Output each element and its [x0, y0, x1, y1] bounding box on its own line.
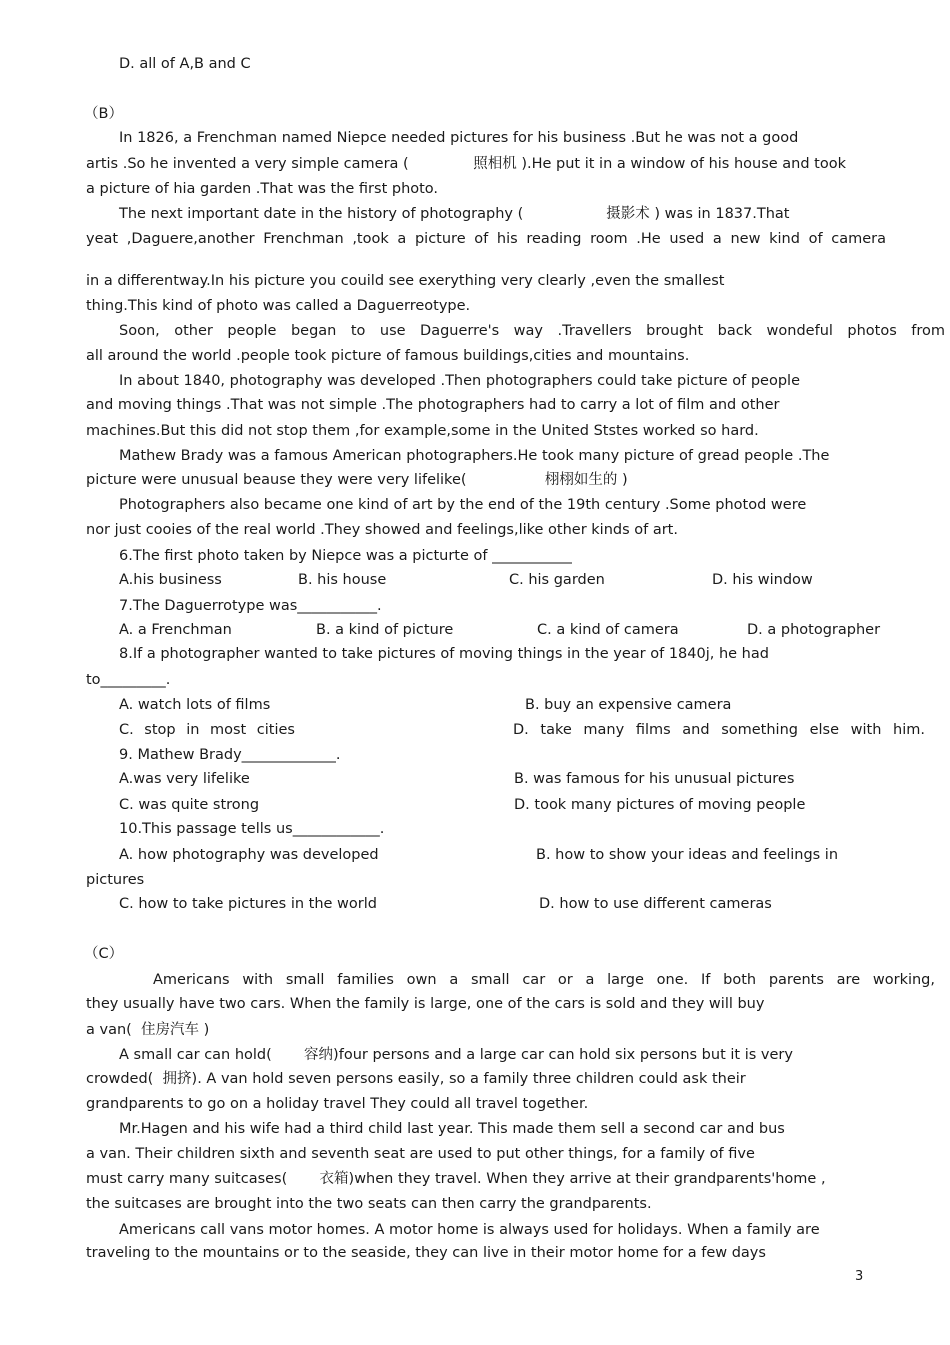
passage-line: Mathew Brady was a famous American photographers.He took many picture of gread people .The — [119, 448, 830, 464]
question-8: 8.If a photographer wanted to take pictures of moving things in the year of 1840j, he had — [119, 646, 769, 662]
question-6: 6.The first photo taken by Niepce was a picturte of ___________ — [119, 548, 572, 564]
option: C. stop in most cities — [119, 722, 295, 738]
passage-line: picture were unusual beause they were very lifelike( 栩栩如生的 ) — [86, 472, 628, 488]
passage-line: a picture of hia garden .That was the first photo. — [86, 181, 439, 197]
passage-line: must carry many suitcases( 衣箱)when they travel. When they arrive at their grandparents'home , — [86, 1171, 826, 1187]
passage-line: and moving things .That was not simple .The photographers had to carry a lot of film and other — [86, 397, 780, 413]
option: D. a photographer — [747, 622, 881, 638]
option-continued: pictures — [86, 872, 145, 888]
passage-line: in a differentway.In his picture you couild see exerything very clearly ,even the smallest — [86, 273, 725, 289]
option: B. a kind of picture — [316, 622, 454, 638]
passage-line: a van( 住房汽车 ) — [86, 1022, 210, 1038]
option: B. was famous for his unusual pictures — [514, 771, 795, 787]
passage-line: they usually have two cars. When the family is large, one of the cars is sold and they will buy — [86, 996, 765, 1012]
option: B. how to show your ideas and feelings in — [536, 847, 839, 863]
passage-line: Photographers also became one kind of art by the end of the 19th century .Some photod were — [119, 497, 807, 513]
option: A. how photography was developed — [119, 847, 379, 863]
option: B. buy an expensive camera — [525, 697, 732, 713]
passage-line: In about 1840, photography was developed .Then photographers could take picture of people — [119, 373, 801, 389]
passage-line: traveling to the mountains or to the seaside, they can live in their motor home for a few days — [86, 1245, 766, 1261]
question-8-continued: to_________. — [86, 672, 171, 688]
passage-line: The next important date in the history of photography ( 摄影术 ) was in 1837.That — [119, 206, 790, 222]
passage-line: thing.This kind of photo was called a Daguerreotype. — [86, 298, 471, 314]
question-7: 7.The Daguerrotype was___________. — [119, 598, 382, 614]
passage-line: Americans with small families own a small car or a large one. If both parents are working, — [153, 972, 935, 988]
option: A.was very lifelike — [119, 771, 250, 787]
passage-line: crowded( 拥挤). A van hold seven persons easily, so a family three children could ask their — [86, 1071, 746, 1087]
section-c-label: （C） — [84, 946, 124, 962]
question-9: 9. Mathew Brady_____________. — [119, 747, 341, 763]
option: A.his business — [119, 572, 222, 588]
passage-line: Americans call vans motor homes. A motor home is always used for holidays. When a family are — [119, 1222, 820, 1238]
passage-line: nor just cooies of the real world .They showed and feelings,like other kinds of art. — [86, 522, 678, 538]
question-10: 10.This passage tells us____________. — [119, 821, 385, 837]
passage-line: In 1826, a Frenchman named Niepce needed pictures for his business .But he was not a good — [119, 130, 799, 146]
option: C. was quite strong — [119, 797, 260, 813]
option: C. a kind of camera — [537, 622, 679, 638]
option: D. how to use different cameras — [539, 896, 772, 912]
option: C. his garden — [509, 572, 605, 588]
passage-line: Mr.Hagen and his wife had a third child last year. This made them sell a second car and bus — [119, 1121, 785, 1137]
passage-line: artis .So he invented a very simple camera ( 照相机 ).He put it in a window of his house and took — [86, 156, 847, 172]
passage-line: all around the world .people took picture of famous buildings,cities and mountains. — [86, 348, 690, 364]
page-number: 3 — [855, 1269, 864, 1284]
option: D. his window — [712, 572, 813, 588]
option: A. a Frenchman — [119, 622, 232, 638]
option: A. watch lots of films — [119, 697, 271, 713]
option: C. how to take pictures in the world — [119, 896, 377, 912]
option: D. take many films and something else with him. — [513, 722, 925, 738]
passage-line: the suitcases are brought into the two seats can then carry the grandparents. — [86, 1196, 652, 1212]
passage-line: Soon, other people began to use Daguerre's way .Travellers brought back wondeful photos from — [119, 323, 945, 339]
option: D. took many pictures of moving people — [514, 797, 806, 813]
passage-line: A small car can hold( 容纳)four persons and a large car can hold six persons but it is very — [119, 1047, 793, 1063]
passage-line: yeat ,Daguere,another Frenchman ,took a picture of his reading room .He used a new kind of camera — [86, 231, 886, 247]
passage-line: grandparents to go on a holiday travel They could all travel together. — [86, 1096, 589, 1112]
top-option: D. all of A,B and C — [119, 56, 251, 72]
passage-line: a van. Their children sixth and seventh seat are used to put other things, for a family of five — [86, 1146, 755, 1162]
passage-line: machines.But this did not stop them ,for example,some in the United Ststes worked so hard. — [86, 423, 759, 439]
section-b-label: （B） — [84, 106, 123, 122]
option: B. his house — [298, 572, 387, 588]
